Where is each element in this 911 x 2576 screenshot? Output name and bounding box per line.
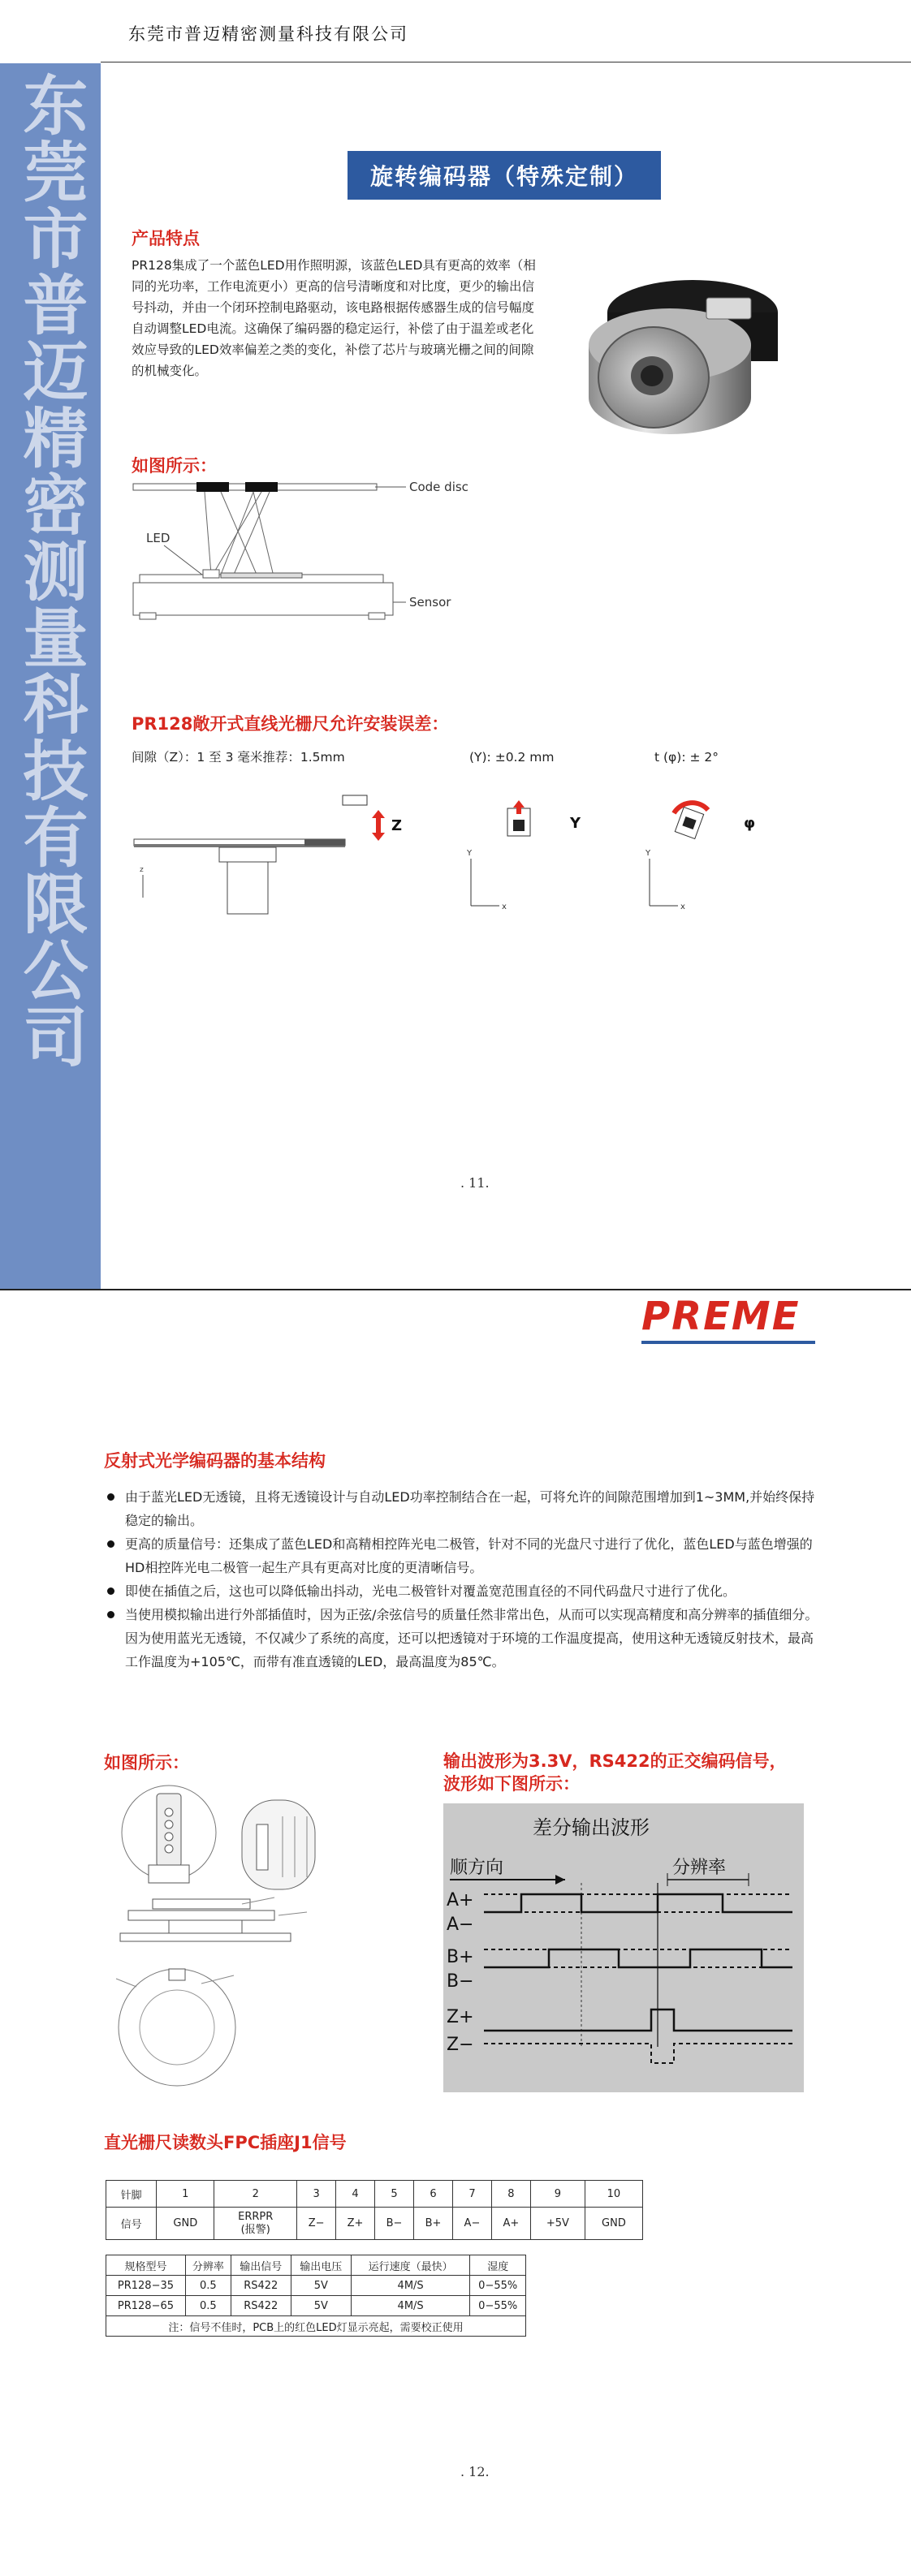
waveform-title: 差分输出波形 (533, 1816, 650, 1839)
z-axis-label: Z (391, 817, 403, 834)
table-row (106, 2296, 526, 2316)
table-header-cell: 湿度 (470, 2255, 526, 2276)
table-cell: ERRPR (报警) (214, 2208, 297, 2240)
code-disc-label: Code disc (409, 480, 468, 494)
svg-text:Y: Y (645, 849, 651, 858)
bullet-item: 即使在插值之后，这也可以降低输出抖动，光电二极管针对覆盖宽范围直径的不同代码盘尺寸进行了优化。 (104, 1579, 818, 1603)
gap-text: 间隙（Z）：1 至 3 毫米推荐：1.5mm (132, 750, 345, 765)
svg-text:x: x (502, 902, 507, 911)
table-cell: B+ (414, 2208, 453, 2240)
table-cell: 0−55% (470, 2296, 526, 2316)
table-row (106, 2181, 643, 2208)
table-cell: RS422 (231, 2276, 291, 2296)
waveform-heading-line1: 输出波形为3.3V，RS422的正交编码信号， (443, 1751, 787, 1771)
spec-table (106, 2255, 526, 2337)
y-axis-label: Y (570, 815, 581, 832)
page-header (101, 0, 911, 62)
sidebar-banner (0, 63, 101, 1289)
table-header-cell: 输出信号 (231, 2255, 291, 2276)
page-divider (0, 1289, 911, 1290)
table-header-cell: 规格型号 (106, 2255, 186, 2276)
table-row (106, 2255, 526, 2276)
sidebar-company-text: 东莞市普迈精密测量科技有限公司 (12, 71, 89, 1070)
structure-bullet-list (104, 1485, 818, 1674)
svg-text:x: x (680, 902, 685, 911)
table-cell: 0.5 (185, 2276, 231, 2296)
table-cell: B− (375, 2208, 414, 2240)
table-cell: 5 (375, 2181, 414, 2208)
table-cell: 6 (414, 2181, 453, 2208)
features-text: PR128集成了一个蓝色LED用作照明源，该蓝色LED具有更高的效率（相同的光功率，工作电流更小）更高的信号清晰度和对比度，更少的输出信号抖动，并由一个闭环控制电路驱动，该电路根据传感器生成的信号幅度自动调整LED电流。这确保了编码器的稳定运行，补偿了由于温差或老化效应导致的LED效率偏差之类的变化，补偿了芯片与玻璃光栅之间的间隙的机械变化。 (132, 258, 536, 378)
bullet-item: 由于蓝光LED无透镜，且将无透镜设计与自动LED功率控制结合在一起，可将允许的间隙范围增加到1~3MM,并始终保持稳定的输出。 (104, 1485, 818, 1532)
table-row (106, 2276, 526, 2296)
table-cell: A+ (491, 2208, 530, 2240)
t-tolerance-text: t (φ): ± 2° (654, 750, 719, 765)
table-cell: GND (585, 2208, 642, 2240)
table-cell: PR128−65 (106, 2296, 186, 2316)
resolution-label: 分辨率 (672, 1858, 727, 1878)
table-cell: 10 (585, 2181, 642, 2208)
gap-z-diagram (130, 794, 406, 924)
table-cell: 4 (336, 2181, 375, 2208)
table-header-cell: 运行速度（最快） (351, 2255, 470, 2276)
logo-underline (641, 1341, 815, 1344)
table-cell: 7 (452, 2181, 491, 2208)
pin-signal-table (106, 2180, 643, 2240)
signal-z-minus: Z− (447, 2035, 474, 2055)
table-cell: 4M/S (351, 2276, 470, 2296)
as-shown-heading-1: 如图所示： (132, 456, 217, 476)
differential-waveform-diagram (443, 1803, 804, 2092)
signal-a-plus: A+ (447, 1890, 474, 1910)
page-title: 旋转编码器（特殊定制） (348, 151, 661, 200)
table-cell: 0−55% (470, 2276, 526, 2296)
encoder-product-image (556, 256, 796, 450)
tolerance-heading: PR128敞开式直线光栅尺允许安装误差： (132, 714, 449, 734)
company-name: 东莞市普迈精密测量科技有限公司 (128, 24, 408, 44)
table-cell: A− (452, 2208, 491, 2240)
table-cell: 2 (214, 2181, 297, 2208)
table-cell: RS422 (231, 2296, 291, 2316)
bullet-item: 更高的质量信号：还集成了蓝色LED和高精相控阵光电二极管，针对不同的光盘尺寸进行了优化，蓝色LED与蓝色增强的HD相控阵光电二极管一起生产具有更高对比度的更清晰信号。 (104, 1532, 818, 1579)
signal-z-plus: Z+ (447, 2007, 474, 2027)
svg-text:z: z (140, 866, 144, 874)
table-cell: +5V (530, 2208, 585, 2240)
preme-logo: PREME (641, 1294, 801, 1339)
table-cell: 8 (491, 2181, 530, 2208)
table-cell: GND (157, 2208, 214, 2240)
table-cell: 1 (157, 2181, 214, 2208)
table-cell: Z+ (336, 2208, 375, 2240)
sensor-label: Sensor (409, 595, 451, 610)
svg-text:Y: Y (467, 849, 473, 858)
page-number-12: . 12. (460, 2464, 490, 2479)
y-tolerance-diagram (463, 794, 593, 915)
phi-axis-label: φ (744, 815, 756, 832)
table-cell: PR128−35 (106, 2276, 186, 2296)
table-header-cell: 分辨率 (185, 2255, 231, 2276)
table-row (106, 2316, 526, 2337)
optical-diagram (132, 479, 521, 633)
signal-b-minus: B− (447, 1971, 474, 1992)
table-cell: 9 (530, 2181, 585, 2208)
fpc-heading: 直光栅尺读数头FPC插座J1信号 (104, 2133, 347, 2152)
table-cell: 3 (297, 2181, 336, 2208)
waveform-heading-line2: 波形如下图所示： (443, 1774, 580, 1794)
table-cell: 5V (291, 2296, 351, 2316)
structure-heading: 反射式光学编码器的基本结构 (104, 1451, 326, 1471)
signal-b-plus: B+ (447, 1947, 474, 1967)
page-number-11: . 11. (460, 1175, 490, 1191)
table-header-cell: 输出电压 (291, 2255, 351, 2276)
y-tolerance-text: (Y): ±0.2 mm (469, 750, 555, 765)
table-cell: 针脚 (106, 2181, 157, 2208)
table-cell: Z− (297, 2208, 336, 2240)
encoder-structure-drawing (112, 1784, 380, 2100)
table-row (106, 2208, 643, 2240)
table-cell: 0.5 (185, 2296, 231, 2316)
as-shown-heading-2: 如图所示： (104, 1753, 189, 1773)
bullet-item: 当使用模拟输出进行外部插值时，因为正弦/余弦信号的质量任然非常出色，从而可以实现高精度和高分辨率的插值细分。因为使用蓝光无透镜，不仅减少了系统的高度，还可以把透镜对于环境的工作温度提高，使用这种无透镜反射技术，最高工作温度为+105℃，而带有准直透镜的LED，最高温度为85℃。 (104, 1603, 818, 1674)
table-note: 注：信号不佳时，PCB上的红色LED灯显示亮起，需要校正使用 (106, 2316, 526, 2337)
table-cell: 4M/S (351, 2296, 470, 2316)
table-cell: 信号 (106, 2208, 157, 2240)
direction-label: 顺方向 (450, 1858, 504, 1878)
signal-a-minus: A− (447, 1915, 474, 1935)
led-label: LED (146, 531, 171, 545)
phi-tolerance-diagram (641, 794, 771, 915)
features-heading: 产品特点 (132, 229, 200, 248)
table-cell: 5V (291, 2276, 351, 2296)
